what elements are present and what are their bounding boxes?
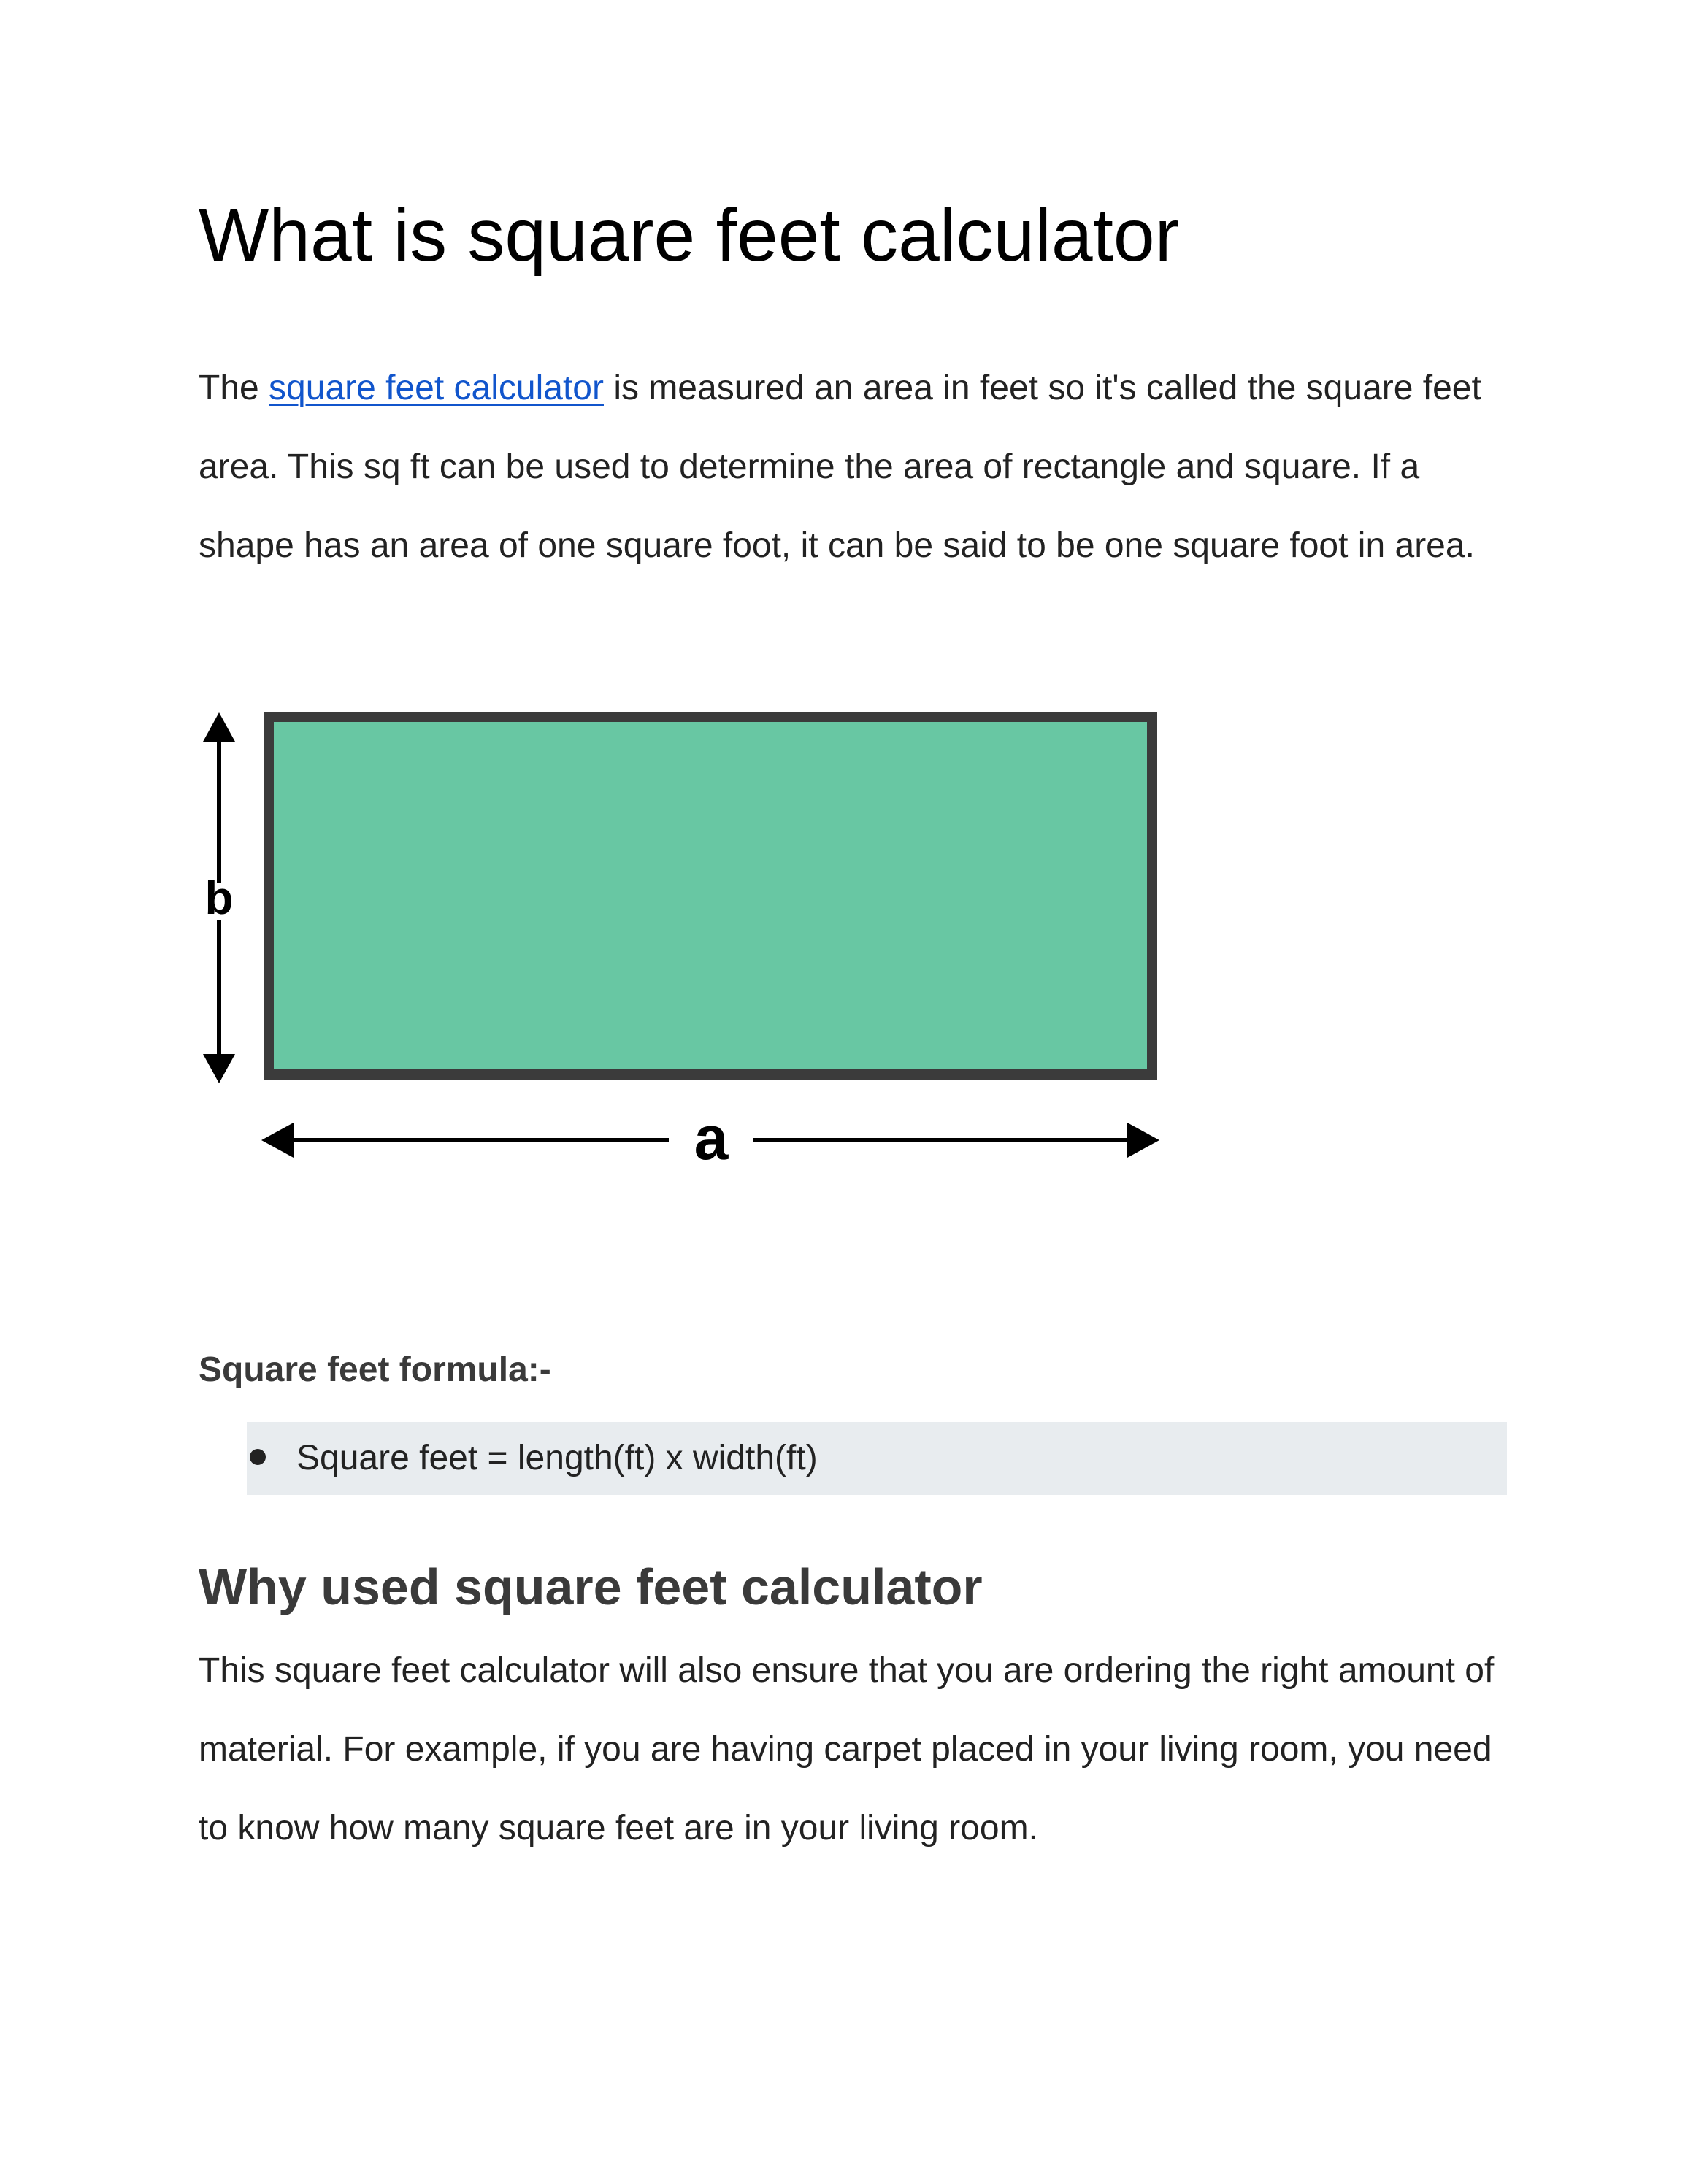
width-label: a (694, 1104, 729, 1172)
height-label: b (204, 872, 234, 924)
formula-list-item: Square feet = length(ft) x width(ft) (296, 1439, 818, 1477)
bullet-icon (250, 1449, 266, 1465)
why-section-heading: Why used square feet calculator (199, 1558, 983, 1615)
rectangle-area-diagram (191, 701, 1184, 1197)
square-feet-calculator-link[interactable]: square feet calculator (269, 369, 604, 407)
formula-heading: Square feet formula:- (199, 1350, 551, 1389)
why-section-paragraph: This square feet calculator will also ensure that you are ordering the right amount of material. For example, if you are having carpet placed in your living room, you need to know how many square feet are in your living room. (199, 1651, 1495, 1847)
area-rectangle (269, 717, 1152, 1074)
intro-text-before-link: The (199, 369, 269, 407)
intro-text-after-link: is measured an area in feet so it's called the square feet area. This sq ft can be used to determine the area of rectangle and square. If a shape has an area of one square foot, it can be said to be one square foot in area. (199, 369, 1481, 565)
page-title: What is square feet calculator (199, 193, 1180, 277)
intro-paragraph (199, 349, 1513, 585)
